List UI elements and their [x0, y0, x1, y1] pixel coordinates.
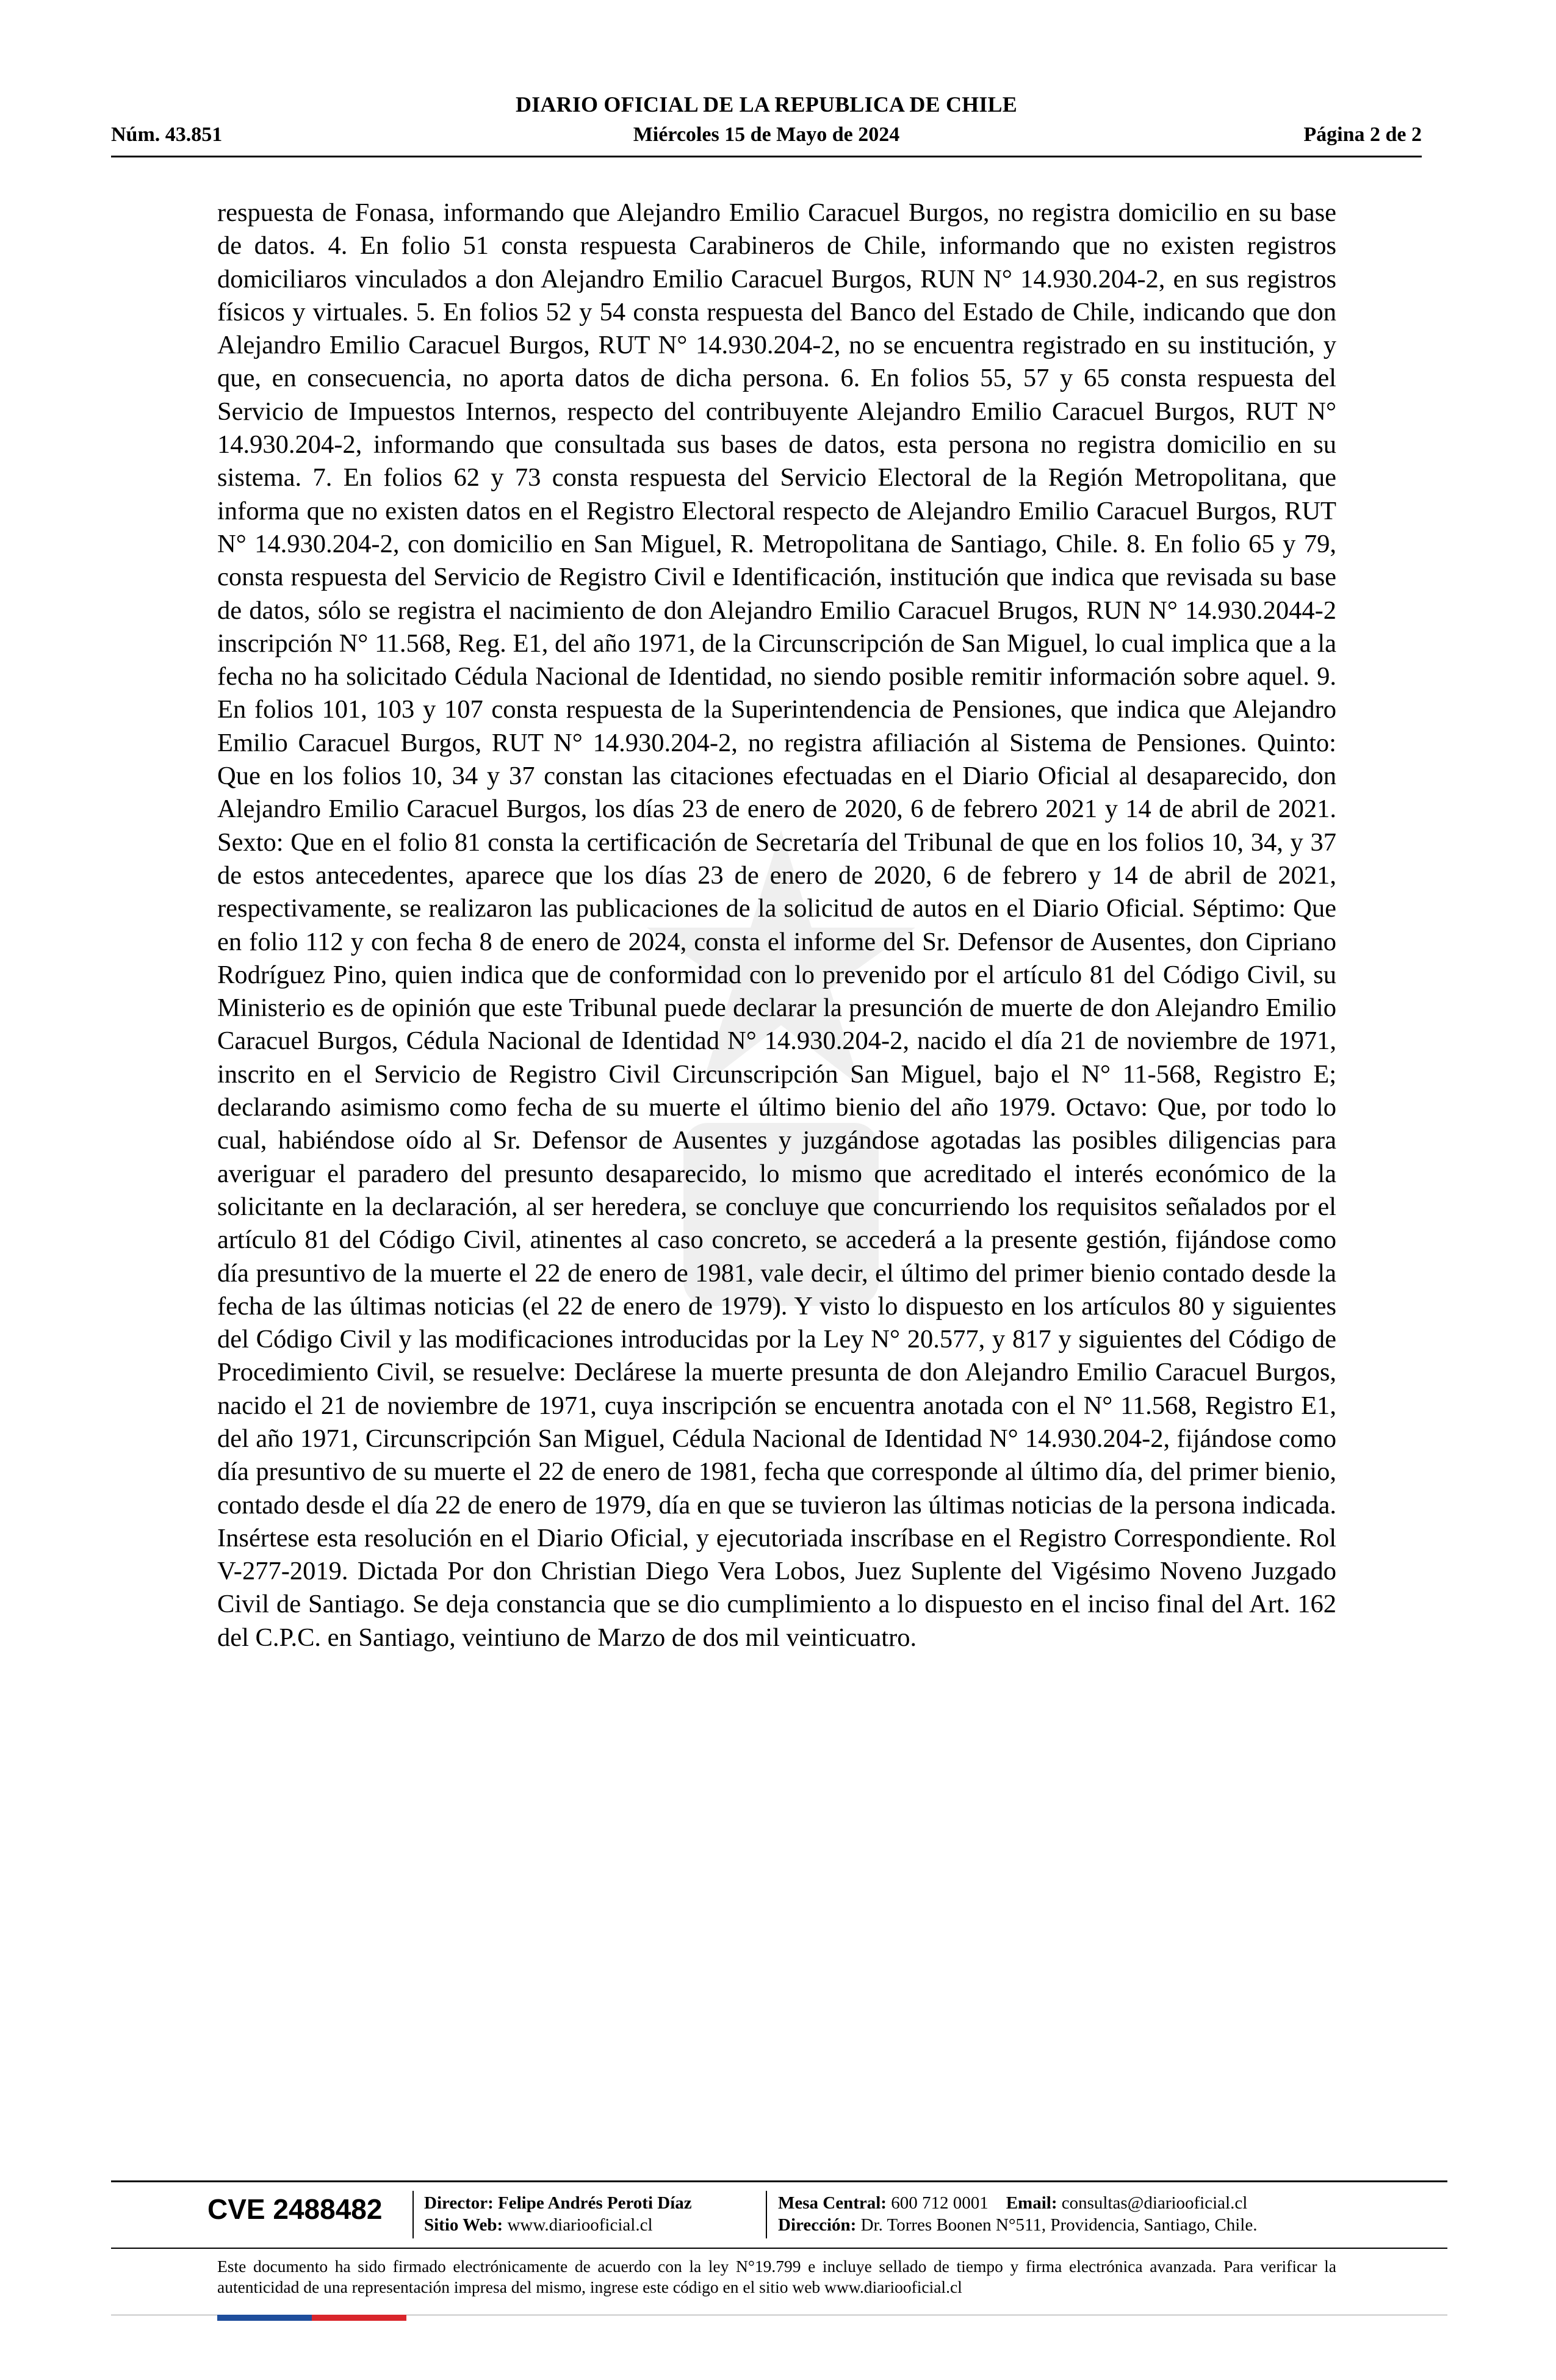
- issue-number: Núm. 43.851: [111, 123, 223, 146]
- site-link[interactable]: www.diariooficial.cl: [507, 2215, 653, 2235]
- footer-separator: [412, 2191, 414, 2238]
- central-line: [778, 2192, 1257, 2214]
- flag-red-segment: [312, 2315, 406, 2321]
- footer-separator: [766, 2191, 767, 2238]
- resolution-text: respuesta de Fonasa, informando que Alejandro Emilio Caracuel Burgos, no registra domicilio en su base de datos. 4. En folio 51 consta respuesta Carabineros de Chile, informando que no existen registros domiciliaros vinculados a don Alejandro Emilio Caracuel Burgos, RUN N° 14.930.204-2, en sus registros físicos y virtuales. 5. En folios 52 y 54 consta respuesta del Banco del Estado de Chile, indicando que don Alejandro Emilio Caracuel Burgos, RUT N° 14.930.204-2, no se encuentra registrado en su institución, y que, en consecuencia, no aporta datos de dicha persona. 6. En folios 55, 57 y 65 consta respuesta del Servicio de Impuestos Internos, respecto del contribuyente Alejandro Emilio Caracuel Burgos, RUT N° 14.930.204-2, informando que consultada sus bases de datos, esta persona no registra domicilio en su sistema. 7. En folios 62 y 73 consta respuesta del Servicio Electoral de la Región Metropolitana, que informa que no existen datos en el Registro Electoral respecto de Alejandro Emilio Caracuel Burgos, RUT N° 14.930.204-2, con domicilio en San Miguel, R. Metropolitana de Santiago, Chile. 8. En folio 65 y 79, consta respuesta del Servicio de Registro Civil e Identificación, institución que indica que revisada su base de datos, sólo se registra el nacimiento de don Alejandro Emilio Caracuel Brugos, RUN N° 14.930.2044-2 inscripción N° 11.568, Reg. E1, del año 1971, de la Circunscripción de San Miguel, lo cual implica que a la fecha no ha solicitado Cédula Nacional de Identidad, no siendo posible remitir información sobre aquel. 9. En folios 101, 103 y 107 consta respuesta de la Superintendencia de Pensiones, que indica que Alejandro Emilio Caracuel Burgos, RUT N° 14.930.204-2, no registra afiliación al Sistema de Pensiones. Quinto: Que en los folios 10, 34 y 37 constan las citaciones efectuadas en el Diario Oficial al desaparecido, don Alejandro Emilio Caracuel Burgos, los días 23 de enero de 2020, 6 de febrero 2021 y 14 de abril de 2021. Sexto: Que en el folio 81 consta la certificación de Secretaría del Tribunal de que en los folios 10, 34, y 37 de estos antecedentes, aparece que los días 23 de enero de 2020, 6 de febrero y 14 de abril de 2021, respectivamente, se realizaron las publicaciones de la solicitud de autos en el Diario Oficial. Séptimo: Que en folio 112 y con fecha 8 de enero de 2024, consta el informe del Sr. Defensor de Ausentes, don Cipriano Rodríguez Pino, quien indica que de conformidad con lo prevenido por el artículo 81 del Código Civil, su Ministerio es de opinión que este Tribunal puede declarar la presunción de muerte de don Alejandro Emilio Caracuel Burgos, Cédula Nacional de Identidad N° 14.930.204-2, nacido el día 21 de noviembre de 1971, inscrito en el Servicio de Registro Civil Circunscripción San Miguel, bajo el N° 11-568, Registro E; declarando asimismo como fecha de su muerte el último bienio del año 1979. Octavo: Que, por todo lo cual, habiéndose oído al Sr. Defensor de Ausentes y juzgándose agotadas las posibles diligencias para averiguar el paradero del presunto desaparecido, lo mismo que acreditado el interés económico de la solicitante en la declaración, al ser heredera, se concluye que concurriendo los requisitos señalados por el artículo 81 del Código Civil, atinentes al caso concreto, se accederá a la presente gestión, fijándose como día presuntivo de la muerte el 22 de enero de 1981, vale decir, el último del primer bienio contado desde la fecha de las últimas noticias (el 22 de enero de 1979). Y visto lo dispuesto en los artículos 80 y siguientes del Código Civil y las modificaciones introducidas por la Ley N° 20.577, y 817 y siguientes del Código de Procedimiento Civil, se resuelve: Declárese la muerte presunta de don Alejandro Emilio Caracuel Burgos, nacido el 21 de noviembre de 1971, cuya inscripción se encuentra anotada con el N° 11.568, Registro E1, del año 1971, Circunscripción San Miguel, Cédula Nacional de Identidad N° 14.930.204-2, fijándose como día presuntivo de su muerte el 22 de enero de 1981, fecha que corresponde al último día, del primer bienio, contado desde el día 22 de enero de 1979, día en que se tuvieron las últimas noticias de la persona indicada. Insértese esta resolución en el Diario Oficial, y ejecutoriada inscríbase en el Registro Correspondiente. Rol V-277-2019. Dictada Por don Christian Diego Vera Lobos, Juez Suplente del Vigésimo Noveno Juzgado Civil de Santiago. Se deja constancia que se dio cumplimiento a lo dispuesto en el inciso final del Art. 162 del C.P.C. en Santiago, veintiuno de Marzo de dos mil veinticuatro.: [217, 198, 1336, 1652]
- email-label: Email:: [1006, 2193, 1057, 2213]
- flag-blue-segment: [217, 2315, 312, 2321]
- central-label: Mesa Central:: [778, 2193, 887, 2213]
- footer-contact-block: [778, 2192, 1257, 2236]
- address-label: Dirección:: [778, 2215, 857, 2235]
- signature-notice: Este documento ha sido firmado electrónicamente de acuerdo con la ley N°19.799 e incluye sellado de tiempo y firma electrónica avanzada. Para verificar la autenticidad de una representación impresa del mismo, ingrese este código en el sitio web www.diariooficial.cl: [217, 2257, 1336, 2296]
- page-header: [111, 92, 1422, 160]
- site-label: Sitio Web:: [424, 2215, 503, 2235]
- publication-title: DIARIO OFICIAL DE LA REPUBLICA DE CHILE: [516, 92, 1017, 117]
- header-divider: [111, 156, 1422, 157]
- issue-date: Miércoles 15 de Mayo de 2024: [633, 123, 900, 146]
- address-value: Dr. Torres Boonen N°511, Providencia, Santiago, Chile.: [860, 2215, 1258, 2235]
- footer-divider-middle: [111, 2248, 1447, 2249]
- page-indicator: Página 2 de 2: [1303, 123, 1422, 146]
- email-link[interactable]: consultas@diariooficial.cl: [1061, 2193, 1248, 2213]
- cve-code: CVE 2488482: [207, 2193, 383, 2225]
- director-name: Felipe Andrés Peroti Díaz: [498, 2193, 692, 2213]
- flag-stripe: [217, 2315, 406, 2321]
- director-label: Director:: [424, 2193, 494, 2213]
- central-phone: 600 712 0001: [891, 2193, 989, 2213]
- site-line: [424, 2214, 692, 2236]
- footer-divider-top: [111, 2180, 1447, 2182]
- footer-director-block: [424, 2192, 692, 2236]
- address-line: [778, 2214, 1257, 2236]
- director-line: [424, 2192, 692, 2214]
